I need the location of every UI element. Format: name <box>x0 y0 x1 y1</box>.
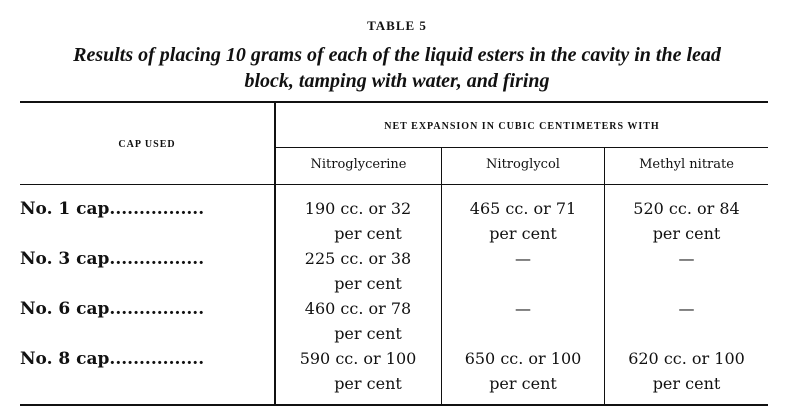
row-label-no-6-cap: No. 6 cap................ <box>20 299 205 319</box>
cap-used-header: CAP USED <box>118 139 176 150</box>
bottom-rule <box>20 404 768 406</box>
caption-line-2: block, tamping with water, and firing <box>244 70 550 92</box>
row-label-no-1-cap: No. 1 cap................ <box>20 199 205 219</box>
table-caption <box>14 42 780 94</box>
cell-no1-methyl-nitrate: 520 cc. or 84 per cent <box>633 199 740 243</box>
cell-no6-methyl-nitrate: — <box>678 299 695 318</box>
cell-no8-nitroglycerine: 590 cc. or 100 per cent <box>299 349 417 393</box>
cell-no3-nitroglycerine: 225 cc. or 38 per cent <box>304 249 412 293</box>
cell-no3-nitroglycol: — <box>515 249 531 268</box>
cell-no8-methyl-nitrate: 620 cc. or 100 per cent <box>628 349 745 393</box>
cell-no6-nitroglycol: — <box>515 299 531 318</box>
column-header-methyl-nitrate: Methyl nitrate <box>639 157 734 172</box>
row-label-no-8-cap: No. 8 cap................ <box>20 349 205 369</box>
column-header-nitroglycerine: Nitroglycerine <box>310 157 407 172</box>
column-header-rule <box>20 184 768 185</box>
column-header-nitroglycol: Nitroglycol <box>486 157 560 172</box>
cell-no8-nitroglycol: 650 cc. or 100 per cent <box>464 349 582 393</box>
cell-no6-nitroglycerine: 460 cc. or 78 per cent <box>304 299 412 343</box>
cell-no3-methyl-nitrate: — <box>678 249 695 268</box>
group-header-rule <box>276 147 768 148</box>
top-rule <box>20 101 768 103</box>
cell-no1-nitroglycol: 465 cc. or 71 per cent <box>469 199 577 243</box>
caption-line-1: Results of placing 10 grams of each of the liquid esters in the cavity in the lead <box>73 44 721 66</box>
cell-no1-nitroglycerine: 190 cc. or 32 per cent <box>304 199 412 243</box>
row-label-no-3-cap: No. 3 cap................ <box>20 249 205 269</box>
table-title: TABLE 5 <box>367 18 427 33</box>
column-divider-cap <box>274 103 276 404</box>
net-expansion-header: NET EXPANSION IN CUBIC CENTIMETERS WITH <box>384 121 660 132</box>
